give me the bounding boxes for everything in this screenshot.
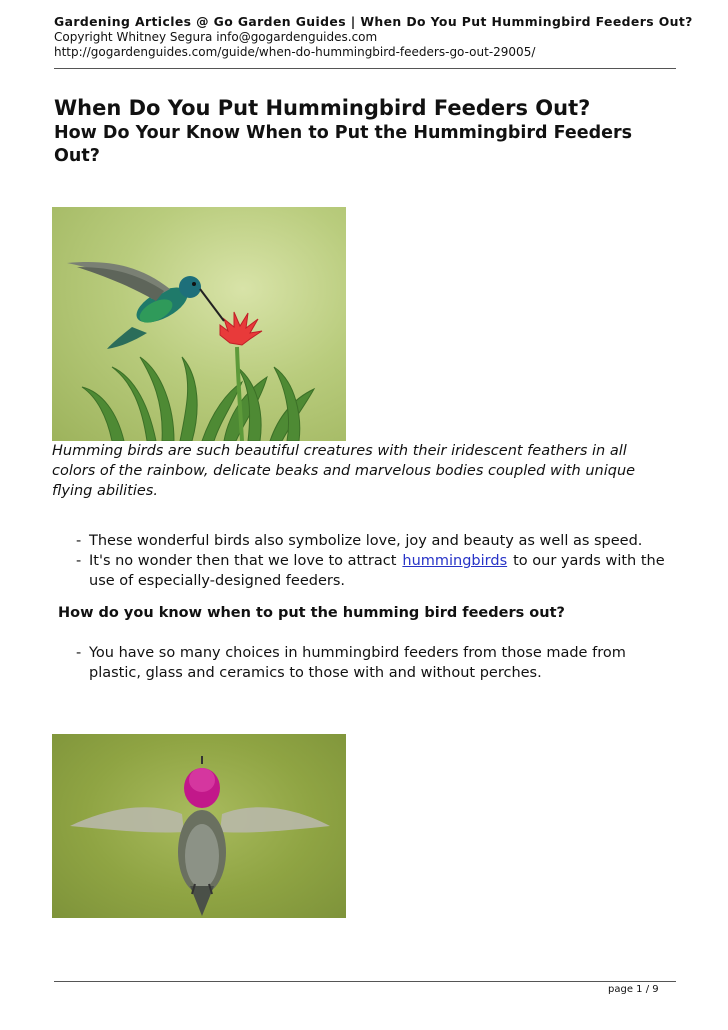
hummingbird-flying-illustration xyxy=(52,734,346,918)
list-item-text-after-link: to our yards with the use of especially-designed feeders. xyxy=(89,553,665,589)
feeder-choices-list xyxy=(72,643,682,683)
hummingbird-feeding-illustration xyxy=(52,207,346,441)
article-title-block xyxy=(54,95,674,168)
header-copyright: Copyright Whitney Segura info@gogardenguides.com xyxy=(54,30,378,44)
section-heading: How do you know when to put the humming bird feeders out? xyxy=(58,605,565,621)
hummingbirds-link[interactable]: hummingbirds xyxy=(402,553,508,569)
photo-caption: Humming birds are such beautiful creatures with their iridescent feathers in all colors of the rainbow, delicate beaks and marvelous bodies coupled with unique flying abilities. xyxy=(52,443,636,499)
page-header xyxy=(54,14,693,60)
hummingbird-feeding-photo xyxy=(52,207,346,441)
list-item-text: You have so many choices in hummingbird feeders from those made from plastic, glass and ceramics to those with and without perches. xyxy=(89,645,626,681)
list-item xyxy=(72,643,682,683)
page-number: page 1 / 9 xyxy=(608,984,659,995)
benefits-list xyxy=(72,531,682,591)
article-subtitle: How Do Your Know When to Put the Hummingbird Feeders Out? xyxy=(54,123,633,166)
header-url: http://gogardenguides.com/guide/when-do-hummingbird-feeders-go-out-29005/ xyxy=(54,45,536,59)
footer-divider xyxy=(54,981,676,982)
list-item xyxy=(72,551,682,591)
header-title: Gardening Articles @ Go Garden Guides | When Do You Put Hummingbird Feeders Out? xyxy=(54,14,693,29)
header-divider xyxy=(54,68,676,69)
article-title: When Do You Put Hummingbird Feeders Out? xyxy=(54,96,591,120)
hummingbird-flying-photo xyxy=(52,734,346,918)
list-item xyxy=(72,531,682,551)
list-item-text-before-link: It's no wonder then that we love to attract xyxy=(89,553,397,569)
list-item-text: These wonderful birds also symbolize love, joy and beauty as well as speed. xyxy=(89,533,643,549)
